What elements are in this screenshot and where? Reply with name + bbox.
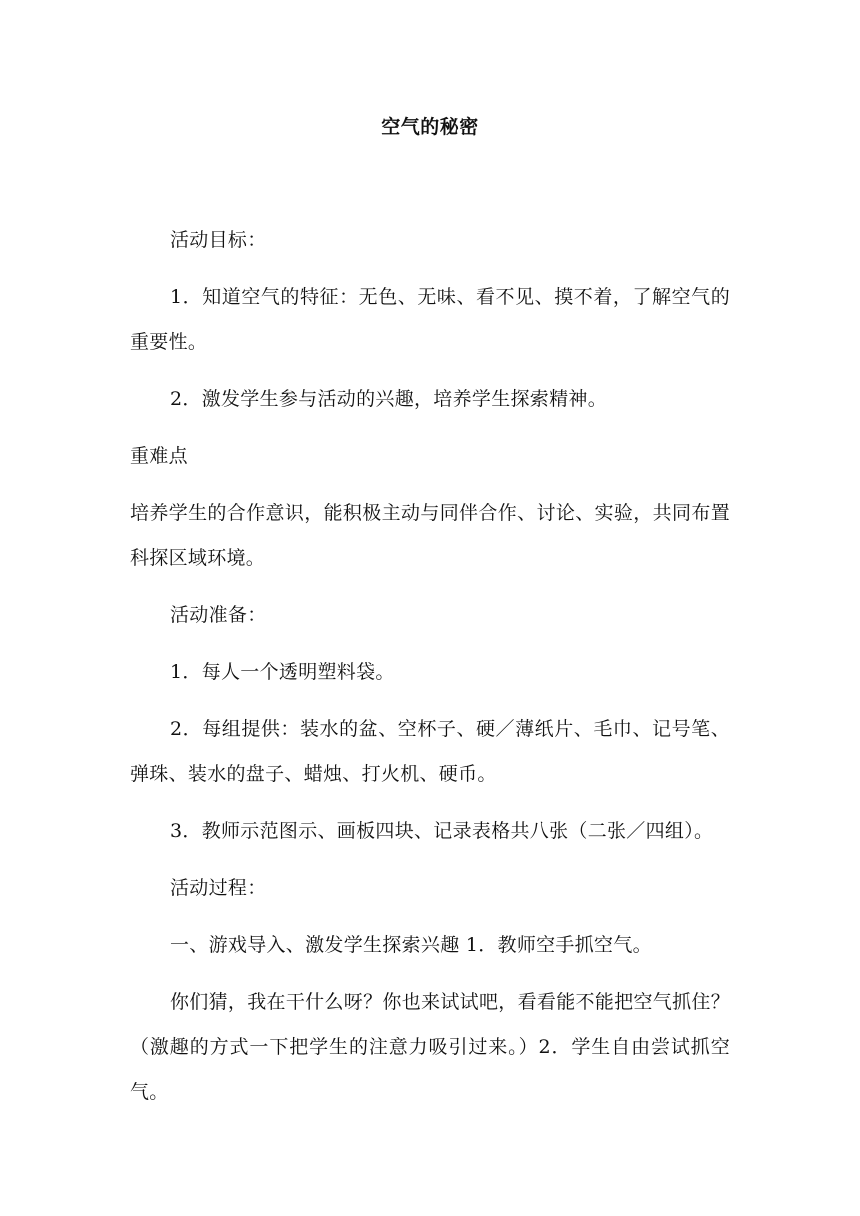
- document-body: [130, 218, 730, 1127]
- paragraph-key-difficulties: 培养学生的合作意识，能积极主动与同伴合作、讨论、实验，共同布置科探区域环境。: [130, 502, 730, 569]
- paragraph-process-heading: 活动过程：: [170, 877, 267, 899]
- paragraph-process-step-1: 一、游戏导入、激发学生探索兴趣 1．教师空手抓空气。: [170, 934, 652, 956]
- paragraph-preparation-3: 3．教师示范图示、画板四块、记录表格共八张（二张／四组）。: [170, 820, 714, 842]
- paragraph-goal-2: 2．激发学生参与活动的兴趣，培养学生探索精神。: [170, 388, 607, 410]
- paragraph-process-question: 你们猜，我在干什么呀？你也来试试吧，看看能不能把空气抓住？（激趣的方式一下把学生的注意力吸引过来。）2．学生自由尝试抓空气。: [130, 991, 730, 1103]
- document-title: 空气的秘密: [381, 116, 479, 138]
- paragraph-goal-1: 1．知道空气的特征：无色、无味、看不见、摸不着，了解空气的重要性。: [130, 286, 730, 353]
- paragraph-preparation-heading: 活动准备：: [170, 604, 267, 626]
- paragraph-preparation-2: 2．每组提供：装水的盆、空杯子、硬／薄纸片、毛巾、记号笔、弹珠、装水的盘子、蜡烛、打火机、硬币。: [130, 718, 730, 785]
- paragraph-key-difficulties-heading: 重难点: [130, 445, 188, 467]
- paragraph-activity-goals-heading: 活动目标：: [170, 229, 267, 251]
- paragraph-preparation-1: 1．每人一个透明塑料袋。: [170, 661, 395, 683]
